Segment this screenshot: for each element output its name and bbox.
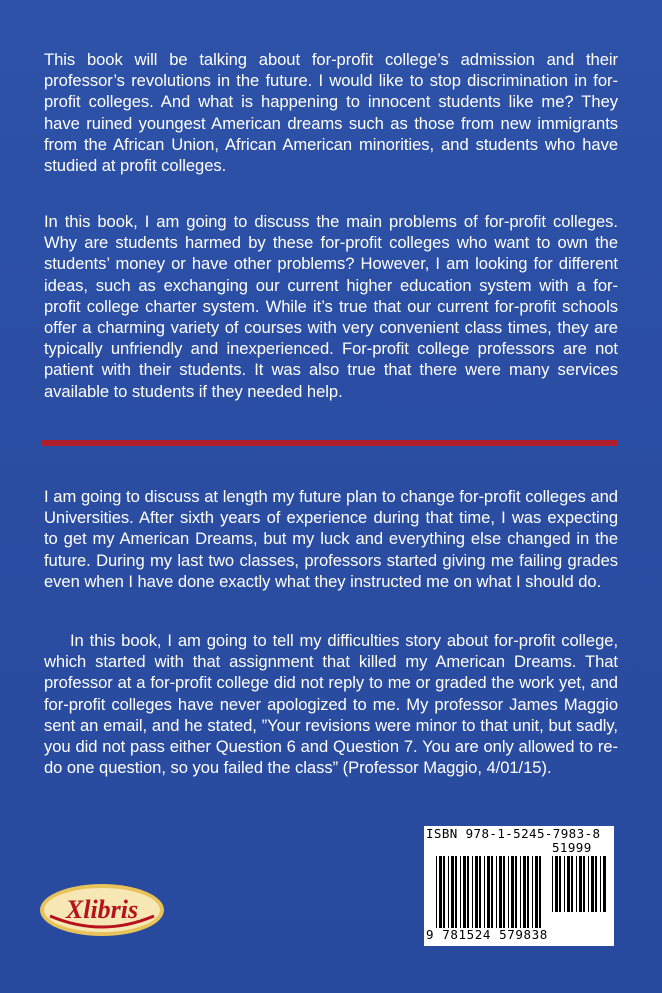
barcode-bar xyxy=(527,856,529,928)
xlibris-logo xyxy=(38,880,166,940)
barcode-bar xyxy=(463,856,466,928)
blurb-paragraph-1: This book will be talking about for-profit college’s admission and their professor’s revolutions in the future. I would like to stop discrimination in for-profit colleges. And what is happening to innocent students like me? They have ruined youngest American dreams such as those from new immigrants from the African Union, African American minorities, and students who have studied at profit colleges. xyxy=(44,50,618,176)
addon-bars xyxy=(552,856,608,912)
barcode-bar xyxy=(559,856,561,912)
barcode-bar xyxy=(583,856,585,912)
barcode-bar xyxy=(475,856,478,928)
blurb-paragraph-3: I am going to discuss at length my future plan to change for-profit colleges and Universities. After sixth years of experience during that time, I was expecting to get my American Dreams, but my luck and everything else changed in the future. During my last two classes, professors started giving me failing grades even when I have done exactly what they instructed me on what I should do. xyxy=(44,487,618,591)
xlibris-logo-graphic xyxy=(38,880,166,940)
barcode-bar xyxy=(511,856,514,928)
barcode-bar xyxy=(439,856,442,928)
barcode-bar xyxy=(579,856,582,912)
red-divider xyxy=(42,440,618,446)
barcode-bar xyxy=(595,856,597,912)
barcode-bar xyxy=(591,856,594,912)
barcode-bar xyxy=(479,856,481,928)
barcode-bar xyxy=(503,856,505,928)
barcode-bar xyxy=(603,856,606,912)
barcode-bar xyxy=(499,856,502,928)
barcode-bar xyxy=(472,856,473,928)
barcode-bar xyxy=(487,856,490,928)
isbn-barcode xyxy=(424,826,614,946)
barcode-bar xyxy=(515,856,517,928)
barcode-bar xyxy=(564,856,565,912)
barcode-bar xyxy=(552,856,553,912)
barcode-bar xyxy=(448,856,449,928)
blurb-paragraph-4: In this book, I am going to tell my difficulties story about for-profit college, which started with that assignment that killed my American Dreams. That professor at a for-profit college did not reply to me or graded the work yet, and for-profit colleges have never apologized to me. My professor James Maggio sent an email, and he stated, ”Your revisions were minor to that unit, but sadly, you did not pass either Question 6 and Question 7. You are only allowed to re-do one question, so you failed the class” (Professor Maggio, 4/01/15). xyxy=(44,631,618,778)
barcode-bar xyxy=(567,856,570,912)
barcode-bar xyxy=(491,856,493,928)
barcode-bar xyxy=(523,856,526,928)
barcode-bar xyxy=(455,856,457,928)
barcode-bar xyxy=(588,856,589,912)
barcode-bar xyxy=(451,856,454,928)
isbn-digits: 9 781524 579838 xyxy=(426,927,548,942)
ean-bars xyxy=(436,856,546,928)
barcode-bar xyxy=(467,856,469,928)
price-code: 51999 xyxy=(552,840,592,855)
xlibris-logo-text: Xlibris xyxy=(65,895,139,924)
barcode-bar xyxy=(555,856,558,912)
barcode-bar xyxy=(600,856,601,912)
barcode-bar xyxy=(576,856,577,912)
barcode-bar xyxy=(443,856,445,928)
barcode-bar xyxy=(571,856,573,912)
barcode-bar xyxy=(532,856,533,928)
barcode-bar xyxy=(520,856,521,928)
barcode-bar xyxy=(436,856,437,928)
barcode-bar xyxy=(535,856,538,928)
barcode-bar xyxy=(484,856,485,928)
barcode-bar xyxy=(496,856,497,928)
isbn-label: ISBN 978-1-5245-7983-8 xyxy=(426,826,601,841)
blurb-paragraph-2: In this book, I am going to discuss the main problems of for-profit colleges. Why are students harmed by these for-profit colleges who want to own the students’ money or have other problems? However, I am looking for different ideas, such as exchanging our current higher education system with a for-profit college charter system. While it’s true that our current for-profit schools offer a charming variety of courses with very convenient class times, they are typically unfriendly and inexperienced. For-profit college professors are not patient with their students. It was also true that there were many services available to students if they needed help. xyxy=(44,212,618,401)
barcode-bar xyxy=(460,856,461,928)
barcode-bar xyxy=(508,856,509,928)
barcode-bar xyxy=(539,856,541,928)
